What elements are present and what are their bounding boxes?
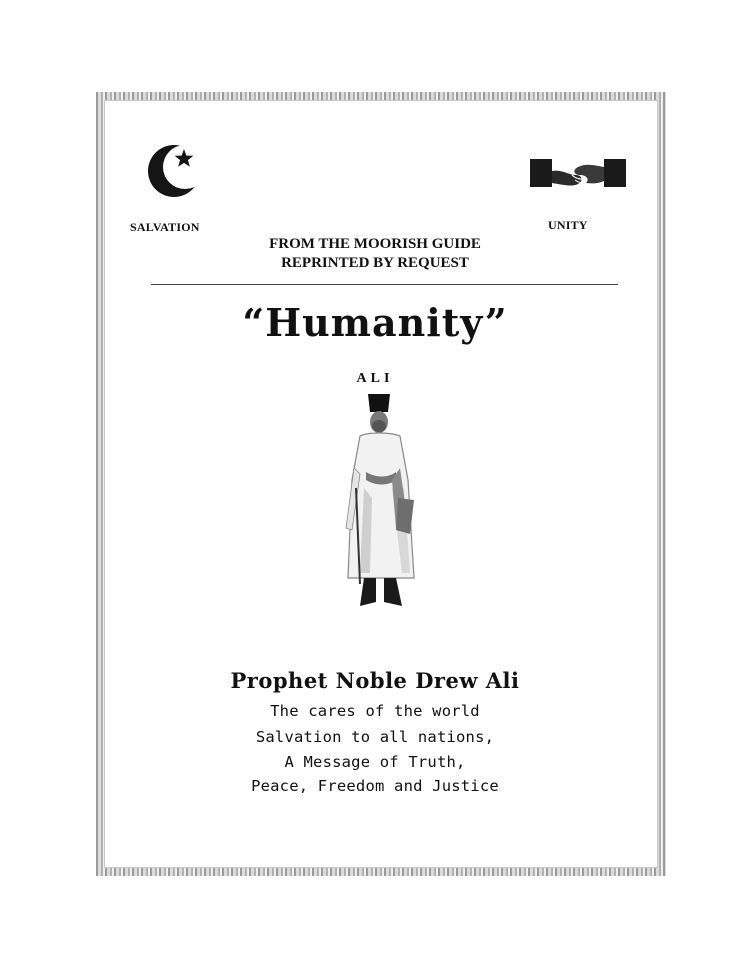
handshake-icon	[528, 153, 628, 193]
page-title: “Humanity”	[242, 300, 508, 345]
message-line: Salvation to all nations,	[255, 728, 495, 746]
divider	[151, 284, 618, 285]
message-line: Peace, Freedom and Justice	[251, 777, 499, 795]
portrait-image	[330, 388, 430, 614]
salvation-label: SALVATION	[130, 220, 200, 234]
source-line: FROM THE MOORISH GUIDE	[269, 236, 481, 252]
message-line: A Message of Truth,	[284, 753, 466, 771]
message-line: The cares of the world	[270, 702, 480, 720]
reprint-line: REPRINTED BY REQUEST	[281, 255, 469, 271]
crescent-star-icon	[146, 140, 208, 202]
unity-label: UNITY	[548, 218, 588, 232]
portrait-caption: ALI	[356, 371, 394, 386]
author-name: Prophet Noble Drew Ali	[230, 668, 520, 693]
